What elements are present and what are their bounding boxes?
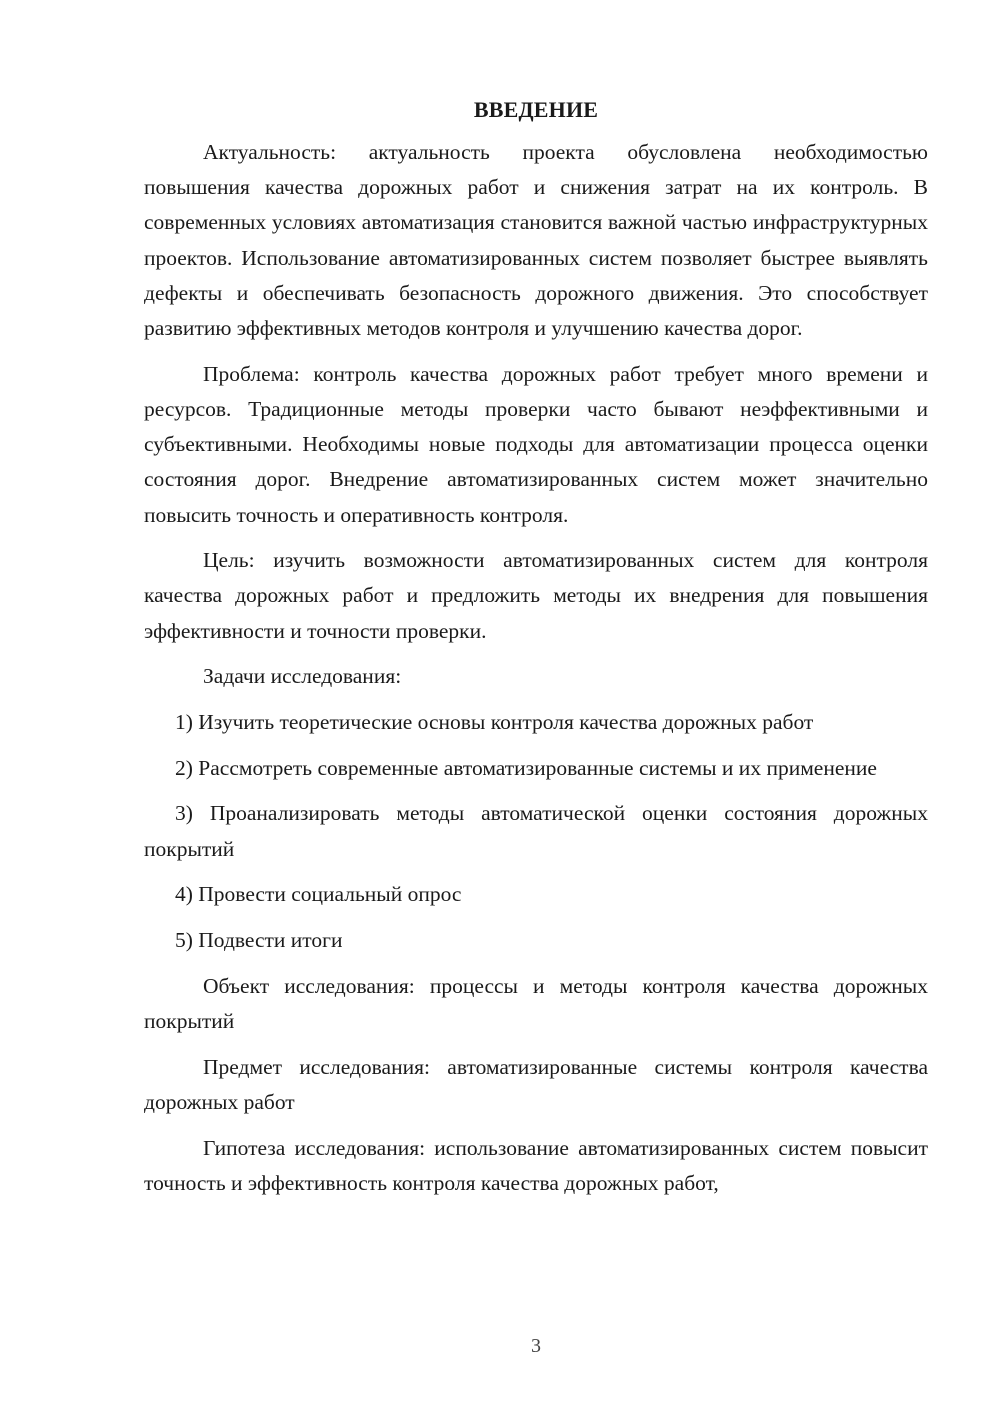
document-page xyxy=(144,92,928,1211)
page-title: ВВЕДЕНИЕ xyxy=(473,97,599,122)
task-item-3: 3) Проанализировать методы автоматической оценки состояния дорожных покрытий xyxy=(144,801,928,861)
paragraph-object: Объект исследования: процессы и методы контроля качества дорожных покрытий xyxy=(144,973,928,1033)
task-item-5: 5) Подвести итоги xyxy=(175,928,343,953)
paragraph-subject: Предмет исследования: автоматизированные системы контроля качества дорожных работ xyxy=(144,1054,928,1114)
task-item-2: 2) Рассмотреть современные автоматизированные системы и их применение xyxy=(175,755,877,780)
task-item-4: 4) Провести социальный опрос xyxy=(175,882,462,907)
task-item-1: 1) Изучить теоретические основы контроля качества дорожных работ xyxy=(175,710,814,735)
page-number: 3 xyxy=(531,1335,541,1357)
paragraph-hypothesis: Гипотеза исследования: использование автоматизированных систем повысит точность и эффективность контроля качества дорожных работ, xyxy=(144,1135,928,1195)
paragraph-relevance: Актуальность: актуальность проекта обусловлена необходимостью повышения качества дорожных работ и снижения затрат на их контроль. В современных условиях автоматизация становится важной частью инфраструктурных проектов. Использование автоматизированных систем позволяет быстрее выявлять дефекты и обеспечивать безопасность дорожного движения. Это способствует развитию эффективных методов контроля и улучшению качества дорог. xyxy=(144,140,928,341)
paragraph-tasks-heading: Задачи исследования: xyxy=(203,664,402,689)
paragraph-goal: Цель: изучить возможности автоматизированных систем для контроля качества дорожных работ и предложить методы их внедрения для повышения эффективности и точности проверки. xyxy=(144,548,928,643)
paragraph-problem: Проблема: контроль качества дорожных работ требует много времени и ресурсов. Традиционные методы проверки часто бывают неэффективными и субъективными. Необходимы новые подходы для автоматизации процесса оценки состояния дорог. Внедрение автоматизированных систем может значительно повысить точность и оперативность контроля. xyxy=(144,361,928,527)
